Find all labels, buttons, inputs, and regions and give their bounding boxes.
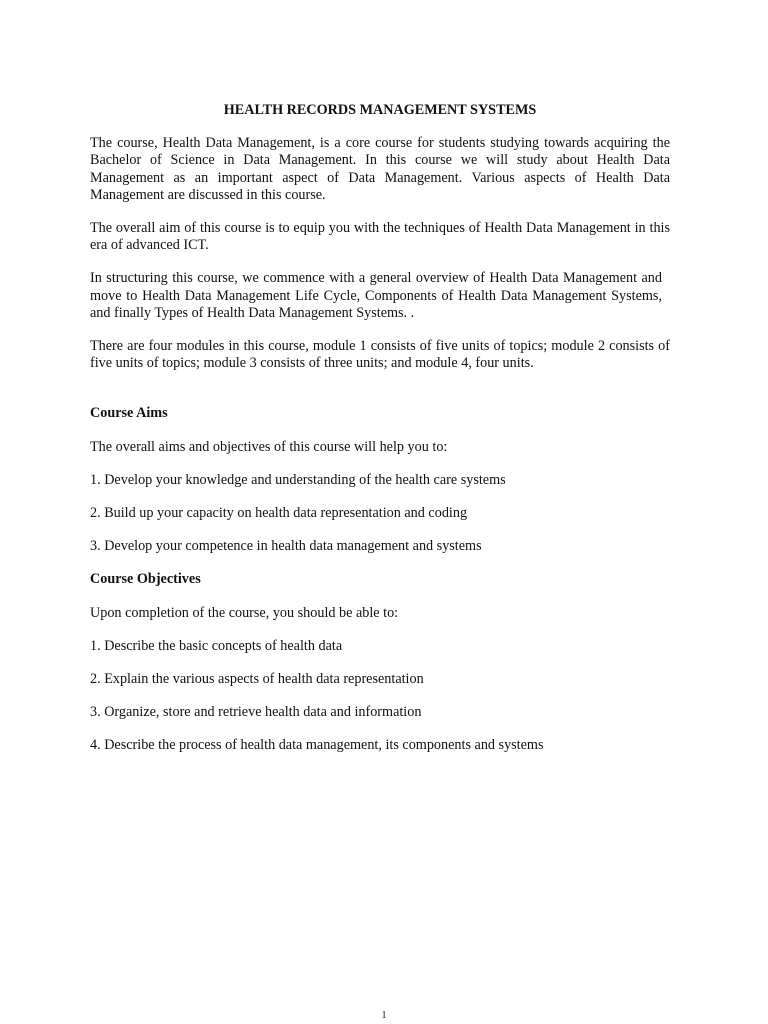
- document-title: HEALTH RECORDS MANAGEMENT SYSTEMS: [223, 102, 537, 118]
- course-objective-item-3: 3. Organize, store and retrieve health data and information: [90, 704, 422, 721]
- course-objectives-heading: Course Objectives: [90, 571, 201, 588]
- intro-paragraph-3: In structuring this course, we commence with a general overview of Health Data Management and move to Health Data Management Life Cycle, Components of Health Data Management Systems, and finally Types of Health Data Management Systems. .: [90, 270, 662, 321]
- course-objectives-section: [90, 571, 670, 754]
- course-aims-lead: The overall aims and objectives of this course will help you to:: [90, 438, 448, 455]
- course-aim-item-2: 2. Build up your capacity on health data representation and coding: [90, 505, 468, 522]
- intro-paragraph-2: The overall aim of this course is to equip you with the techniques of Health Data Management in this era of advanced ICT.: [90, 220, 670, 254]
- course-objective-item-1: 1. Describe the basic concepts of health data: [90, 637, 343, 654]
- course-aim-item-1: 1. Develop your knowledge and understanding of the health care systems: [90, 471, 506, 488]
- course-aims-section: [90, 405, 670, 555]
- course-aims-heading: Course Aims: [90, 405, 168, 422]
- intro-paragraph-4: There are four modules in this course, module 1 consists of five units of topics; module 2 consists of five units of topics; module 3 consists of three units; and module 4, four units.: [90, 338, 670, 372]
- course-objectives-lead: Upon completion of the course, you should be able to:: [90, 604, 399, 621]
- page-number: 1: [381, 1010, 387, 1021]
- course-aim-item-3: 3. Develop your competence in health data management and systems: [90, 538, 482, 555]
- page-content: [90, 102, 670, 771]
- intro-paragraph-1: The course, Health Data Management, is a core course for students studying towards acquiring the Bachelor of Science in Data Management. In this course we will study about Health Data Management as an important aspect of Data Management. Various aspects of Health Data Management are discussed in this course.: [90, 135, 670, 203]
- course-objective-item-4: 4. Describe the process of health data management, its components and systems: [90, 737, 544, 754]
- course-objective-item-2: 2. Explain the various aspects of health data representation: [90, 671, 424, 688]
